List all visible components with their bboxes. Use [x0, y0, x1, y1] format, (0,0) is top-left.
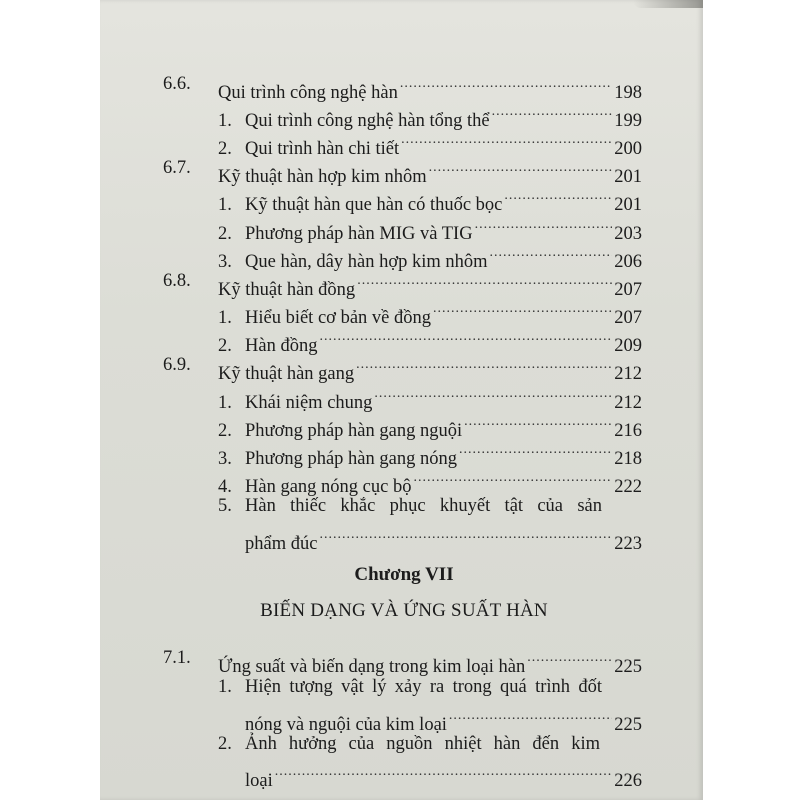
dot-leader — [504, 182, 612, 210]
section-number: 6.6. — [163, 74, 191, 94]
page-number: 203 — [614, 224, 642, 244]
item-title: Hàn gang nóng cục bộ — [245, 477, 412, 497]
item-number: 3. — [218, 449, 232, 469]
item-title-line2: loại — [245, 771, 273, 791]
toc-item — [100, 323, 703, 356]
item-title: Phương pháp hàn gang nguội — [245, 421, 463, 441]
toc-item — [100, 464, 703, 497]
item-title: Phương pháp hàn gang nóng — [245, 449, 457, 469]
item-number: 1. — [218, 393, 232, 413]
toc-item-line1 — [100, 673, 703, 701]
table-of-contents — [100, 0, 703, 800]
item-number: 3. — [218, 252, 232, 272]
page-number: 206 — [614, 252, 642, 272]
page-number: 225 — [614, 657, 642, 677]
toc-item — [100, 239, 703, 272]
toc-entry — [245, 758, 642, 795]
section-title: Qui trình công nghệ hàn — [218, 83, 398, 103]
toc-entry — [245, 521, 642, 558]
item-title: Hiểu biết cơ bản về đồng — [245, 308, 431, 328]
item-number: 4. — [218, 477, 232, 497]
dot-leader — [275, 758, 613, 786]
item-title: Qui trình hàn chi tiết — [245, 139, 400, 159]
section-title: Ứng suất và biến dạng trong kim loại hàn — [218, 657, 526, 677]
item-number: 2. — [218, 734, 232, 754]
toc-item — [100, 408, 703, 441]
item-title: Phương pháp hàn MIG và TIG — [245, 224, 473, 244]
toc-item-line2 — [100, 758, 703, 791]
page-number: 216 — [614, 421, 642, 441]
section-number: 6.9. — [163, 355, 191, 375]
section-number: 7.1. — [163, 648, 191, 668]
section-title: Kỹ thuật hàn đồng — [218, 280, 356, 300]
toc-section-7-1 — [100, 644, 703, 677]
section-title: Kỹ thuật hàn hợp kim nhôm — [218, 167, 427, 187]
toc-item — [100, 436, 703, 469]
page-number: 199 — [614, 111, 642, 131]
toc-entry — [218, 730, 642, 758]
item-title-line2: nóng và nguội của kim loại — [245, 715, 447, 735]
dot-leader — [527, 644, 612, 672]
dot-leader — [459, 436, 612, 464]
page-number: 201 — [614, 195, 642, 215]
item-title: Qui trình công nghệ hàn tổng thể — [245, 111, 490, 131]
page-number: 207 — [614, 280, 642, 300]
toc-section-6-8 — [100, 267, 703, 300]
dot-leader — [464, 408, 612, 436]
item-number: 5. — [218, 496, 232, 516]
toc-item — [100, 380, 703, 413]
toc-item — [100, 98, 703, 131]
item-title: Kỹ thuật hàn que hàn có thuốc bọc — [245, 195, 503, 215]
toc-entry — [218, 492, 642, 520]
dot-leader — [433, 295, 612, 323]
item-title-line1: Hàn thiếc khắc phục khuyết tật của sản — [245, 496, 602, 516]
dot-leader — [401, 126, 612, 154]
toc-item-line1 — [100, 492, 703, 520]
item-number: 1. — [218, 111, 232, 131]
page-number: 209 — [614, 336, 642, 356]
dot-leader — [429, 154, 613, 182]
page-number: 212 — [614, 393, 642, 413]
page-number: 207 — [614, 308, 642, 328]
chapter-label: Chương VII — [354, 564, 454, 585]
page-number: 200 — [614, 139, 642, 159]
toc-item — [100, 295, 703, 328]
page-number: 225 — [614, 715, 642, 735]
toc-section-6-9 — [100, 351, 703, 384]
dot-leader — [319, 521, 612, 549]
toc-item — [100, 182, 703, 215]
dot-leader — [413, 464, 612, 492]
dot-leader — [449, 702, 612, 730]
item-title-line1: Ảnh hưởng của nguồn nhiệt hàn đến kim — [245, 734, 600, 754]
item-number: 2. — [218, 336, 232, 356]
page-number: 222 — [614, 477, 642, 497]
item-title: Hàn đồng — [245, 336, 318, 356]
page-number: 201 — [614, 167, 642, 187]
toc-section-6-6 — [100, 70, 703, 103]
toc-entry — [218, 673, 642, 701]
item-title-line2: phẩm đúc — [245, 534, 318, 554]
section-number: 6.8. — [163, 271, 191, 291]
page-number: 223 — [614, 534, 642, 554]
page-number: 212 — [614, 364, 642, 384]
item-number: 1. — [218, 195, 232, 215]
dot-leader — [490, 239, 613, 267]
page-number: 198 — [614, 83, 642, 103]
dot-leader — [475, 211, 613, 239]
item-number: 2. — [218, 139, 232, 159]
dot-leader — [400, 70, 612, 98]
dot-leader — [374, 380, 612, 408]
toc-item-line2 — [100, 521, 703, 554]
page-number: 218 — [614, 449, 642, 469]
dot-leader — [319, 323, 612, 351]
toc-item — [100, 126, 703, 159]
section-title: Kỹ thuật hàn gang — [218, 364, 355, 384]
book-page — [100, 0, 703, 800]
chapter-title: BIẾN DẠNG VÀ ỨNG SUẤT HÀN — [260, 600, 548, 621]
toc-item-line2 — [100, 702, 703, 735]
dot-leader — [357, 267, 612, 295]
item-number: 1. — [218, 677, 232, 697]
toc-item — [100, 211, 703, 244]
item-title: Khái niệm chung — [245, 393, 373, 413]
dot-leader — [356, 351, 612, 379]
item-title-line1: Hiện tượng vật lý xảy ra trong quá trình đốt — [245, 677, 602, 697]
item-number: 2. — [218, 224, 232, 244]
item-number: 2. — [218, 421, 232, 441]
page-number: 226 — [614, 771, 642, 791]
toc-section-6-7 — [100, 154, 703, 187]
item-title: Que hàn, dây hàn hợp kim nhôm — [245, 252, 488, 272]
item-number: 1. — [218, 308, 232, 328]
section-number: 6.7. — [163, 158, 191, 178]
dot-leader — [492, 98, 613, 126]
toc-item-line1 — [100, 730, 703, 758]
